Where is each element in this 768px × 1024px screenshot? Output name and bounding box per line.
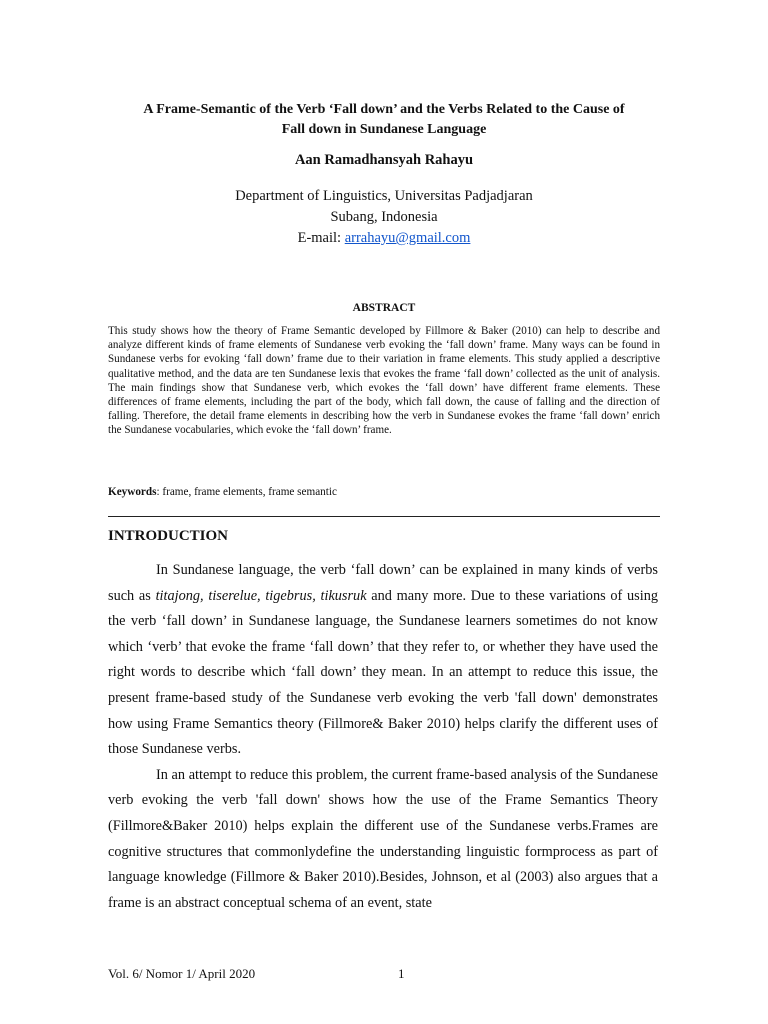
introduction-body xyxy=(108,558,658,916)
keywords-line xyxy=(108,486,660,498)
introduction-heading: INTRODUCTION xyxy=(108,528,229,544)
affiliation xyxy=(108,186,660,249)
footer-journal-info: Vol. 6/ Nomor 1/ April 2020 xyxy=(108,966,256,981)
p1-sundanese-verbs: titajong, tiserelue, tigebrus, tikusruk xyxy=(155,587,367,604)
introduction-paragraph-2: In an attempt to reduce this problem, the current frame-based analysis of the Sundanese verb evoking the verb 'fall down' shows how the use of the Frame Semantics Theory (Fillmore&Baker 2010) helps explain the different use of the Sundanese verbs.Frames are cognitive structures that commonlydefine the understanding linguistic formprocess as part of language knowledge (Fillmore & Baker 2010).Besides, Johnson, et al (2003) also argues that a frame is an abstract conceptual schema of an event, state xyxy=(108,766,658,911)
author-name: Aan Ramadhansyah Rahayu xyxy=(294,152,474,168)
footer-page-number: 1 xyxy=(398,966,405,981)
email-label: E-mail: xyxy=(297,230,345,246)
p1-text-b: and many more. Due to these variations of using the verb ‘fall down’ in Sundanese language, the Sundanese learners sometimes do not know which ‘verb’ that evoke the frame ‘fall down’ that they refer to, or whether they have used the right words to describe which ‘fall down’ they mean. In an attempt to reduce this issue, the present frame-based study of the Sundanese verb evoking the verb 'fall down' demonstrates how using Frame Semantics theory (Fillmore& Baker 2010) helps clarify the different uses of those Sundanese verbs. xyxy=(108,587,658,758)
keywords-label: Keywords xyxy=(108,486,157,498)
section-divider xyxy=(108,516,660,517)
paper-title xyxy=(108,100,660,140)
department: Department of Linguistics, Universitas Padjadjaran xyxy=(235,188,533,204)
title-line-2: Fall down in Sundanese Language xyxy=(281,122,487,137)
title-line-1: A Frame-Semantic of the Verb ‘Fall down’ and the Verbs Related to the Cause of xyxy=(143,102,625,117)
keywords-text: : frame, frame elements, frame semantic xyxy=(156,486,337,498)
location: Subang, Indonesia xyxy=(330,209,438,225)
p1-text-a: In Sundanese language, the verb ‘fall down’ can be explained in many kinds of verbs such as xyxy=(108,562,658,604)
abstract-heading: ABSTRACT xyxy=(352,302,416,314)
abstract-text: This study shows how the theory of Frame Semantic developed by Fillmore & Baker (2010) can help to describe and analyze different kinds of frame elements of Sundanese verb evoking the ‘fall down’ frame. Many ways can be found in Sundanese verbs for evoking ‘fall down’ frame due to their variation in frame elements. This study applied a descriptive qualitative method, and the data are ten Sundanese lexis that evokes the frame ‘fall down’ collected as the unit of analysis. The main findings show that Sundanese verb, which evokes the ‘fall down’ have different frame elements. These differences of frame elements, including the part of the body, which fall down, the cause of falling and the direction of falling. Therefore, the detail frame elements in describing how the verb in Sundanese evokes the frame ‘fall down’ enrich the Sundanese vocabularies, which evoke the ‘fall down’ frame. xyxy=(108,325,660,437)
email-line xyxy=(108,228,660,249)
introduction-paragraph-1 xyxy=(108,558,658,763)
email-link[interactable]: arrahayu@gmail.com xyxy=(344,230,471,246)
